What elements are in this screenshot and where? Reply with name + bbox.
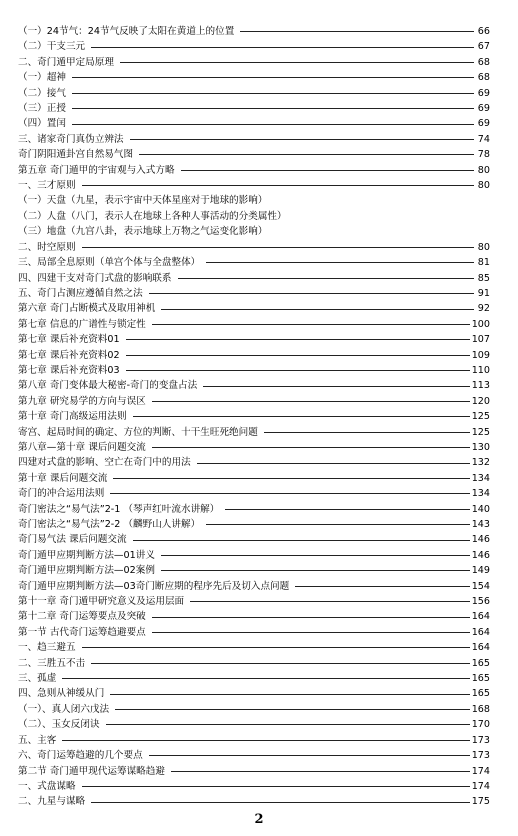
toc-entry-title: 第七章 课后补充资料01 [18, 334, 120, 346]
toc-entry[interactable] [18, 471, 490, 486]
toc-entry[interactable] [18, 55, 490, 70]
toc-entry[interactable] [18, 193, 490, 208]
toc-entry[interactable] [18, 686, 490, 701]
toc-entry-page: 173 [471, 734, 490, 746]
dot-leader [110, 493, 469, 494]
toc-entry[interactable] [18, 394, 490, 409]
toc-entry-page: 146 [471, 534, 490, 546]
toc-entry-title: 第七章 课后补充资料03 [18, 364, 120, 376]
toc-entry[interactable] [18, 563, 490, 578]
toc-entry[interactable] [18, 24, 490, 39]
toc-entry-title: （一）天盘（九星，表示宇宙中天体星座对于地球的影响） [18, 195, 268, 207]
toc-entry-title: 一、三才原则 [18, 180, 76, 192]
dot-leader [91, 802, 470, 803]
toc-entry-page: 165 [471, 673, 490, 685]
toc-entry-title: 第十章 奇门高级运用法则 [18, 411, 127, 423]
toc-entry-title: 第二节 奇门遁甲现代运筹谋略趋避 [18, 765, 165, 777]
toc-entry-title: 奇门遁甲应期判断方法—02案例 [18, 565, 155, 577]
toc-entry-page: 113 [471, 380, 490, 392]
toc-entry-title: 寄宫、起局时间的确定、方位的判断、十干生旺死绝问题 [18, 426, 258, 438]
toc-entry-title: （二）、玉女反闭诀 [18, 719, 100, 731]
toc-entry[interactable] [18, 532, 490, 547]
toc-entry-page: 69 [477, 118, 490, 130]
dot-leader [82, 185, 474, 186]
toc-entry[interactable] [18, 609, 490, 624]
toc-entry-page: 80 [477, 164, 490, 176]
toc-entry[interactable] [18, 224, 490, 239]
toc-entry-page: 109 [471, 349, 490, 361]
dot-leader [197, 463, 470, 464]
dot-leader [133, 540, 470, 541]
toc-entry-title: 三、诸家奇门真伪立辨法 [18, 133, 124, 145]
dot-leader [106, 724, 470, 725]
toc-entry[interactable] [18, 70, 490, 85]
toc-entry-title: 奇门阴阳遁卦宫自然易气图 [18, 149, 134, 161]
toc-entry[interactable] [18, 425, 490, 440]
toc-entry-page: 69 [477, 87, 490, 99]
toc-entry[interactable] [18, 317, 490, 332]
dot-leader [62, 740, 469, 741]
toc-entry[interactable] [18, 733, 490, 748]
toc-entry-title: 五、奇门占测应遵循自然之法 [18, 287, 143, 299]
toc-entry[interactable] [18, 363, 490, 378]
toc-entry-page: 91 [477, 287, 490, 299]
toc-entry-title: 四、急则从神缓从门 [18, 688, 105, 700]
toc-entry-title: 第五章 奇门遁甲的宇宙观与入式方略 [18, 164, 175, 176]
dot-leader [115, 709, 470, 710]
toc-entry-page: 69 [477, 103, 490, 115]
toc-entry-page: 85 [477, 272, 490, 284]
toc-entry-page: 154 [471, 580, 490, 592]
toc-entry-title: 第八章—第十章 课后问题交流 [18, 441, 146, 453]
toc-entry[interactable] [18, 594, 490, 609]
dot-leader [113, 478, 469, 479]
toc-entry-title: （一）24节气：24节气反映了太阳在黄道上的位置 [18, 26, 235, 37]
toc-entry[interactable] [18, 240, 490, 255]
toc-entry-page: 149 [471, 565, 490, 577]
toc-entry-title: （二）干支三元 [18, 41, 86, 53]
toc-entry-title: 第九章 研究易学的方向与误区 [18, 395, 146, 407]
toc-entry-page: 80 [477, 180, 490, 192]
toc-entry[interactable] [18, 764, 490, 779]
dot-leader [203, 386, 469, 387]
toc-entry-page: 120 [471, 395, 490, 407]
dot-leader [152, 447, 470, 448]
dot-leader [82, 786, 470, 787]
toc-entry-page: 81 [477, 257, 490, 269]
dot-leader [126, 355, 470, 356]
toc-entry-page: 134 [471, 488, 490, 500]
dot-leader [149, 755, 470, 756]
toc-entry-page: 67 [477, 41, 490, 53]
dot-leader [178, 278, 475, 279]
dot-leader [171, 771, 470, 772]
dot-leader [120, 62, 474, 63]
toc-entry[interactable] [18, 209, 490, 224]
toc-entry[interactable] [18, 455, 490, 470]
dot-leader [72, 93, 474, 94]
toc-entry-title: 四、四建干支对奇门式盘的影响联系 [18, 272, 172, 284]
toc-entry[interactable] [18, 163, 490, 178]
toc-entry-page: 156 [471, 596, 490, 608]
toc-entry[interactable] [18, 147, 490, 162]
toc-entry-page: 92 [477, 303, 490, 315]
dot-leader [240, 31, 474, 32]
toc-entry-page: 170 [471, 719, 490, 731]
toc-entry[interactable] [18, 332, 490, 347]
toc-entry-page: 134 [471, 472, 490, 484]
toc-entry[interactable] [18, 348, 490, 363]
dot-leader [72, 124, 474, 125]
dot-leader [295, 586, 469, 587]
toc-entry-title: 第六章 奇门占断模式及取用神机 [18, 303, 156, 315]
toc-entry[interactable] [18, 702, 490, 717]
toc-entry-page: 164 [471, 626, 490, 638]
toc-entry-page: 78 [477, 149, 490, 161]
toc-entry-page: 125 [471, 411, 490, 423]
toc-entry-title: 二、九星与谋略 [18, 796, 86, 808]
dot-leader [152, 401, 470, 402]
toc-entry[interactable] [18, 378, 490, 393]
toc-entry-title: 奇门遁甲应期判断方法—01讲义 [18, 549, 155, 561]
dot-leader [152, 632, 470, 633]
toc-entry-title: 二、奇门遁甲定局原理 [18, 56, 114, 68]
toc-entry[interactable] [18, 132, 490, 147]
toc-entry-title: （三）地盘（九宫八卦，表示地球上万物之气运变化影响） [18, 226, 268, 238]
toc-entry-title: 一、式盘谋略 [18, 780, 76, 792]
dot-leader [225, 509, 469, 510]
toc-entry-title: 三、孤虚 [18, 673, 57, 685]
toc-entry-title: 四建对式盘的影响、空亡在奇门中的用法 [18, 457, 191, 469]
dot-leader [82, 247, 474, 248]
toc-entry-title: （三）正授 [18, 103, 66, 115]
dot-leader [110, 694, 469, 695]
toc-entry-page: 175 [471, 796, 490, 808]
toc-entry[interactable] [18, 502, 490, 517]
toc-entry-title: 第十二章 奇门运筹要点及突破 [18, 611, 146, 623]
toc-entry-title: 二、时空原则 [18, 241, 76, 253]
toc-entry-page: 80 [477, 241, 490, 253]
toc-entry-title: 第七章 信息的广谱性与锁定性 [18, 318, 146, 330]
toc-entry-page: 146 [471, 549, 490, 561]
toc-entry-title: （一）超神 [18, 72, 66, 84]
toc-entry[interactable] [18, 625, 490, 640]
dot-leader [130, 139, 474, 140]
toc-entry[interactable] [18, 579, 490, 594]
dot-leader [126, 339, 470, 340]
dot-leader [72, 108, 474, 109]
toc-entry-page: 173 [471, 750, 490, 762]
dot-leader [161, 555, 470, 556]
toc-entry[interactable] [18, 409, 490, 424]
toc-entry-title: 奇门密法之“易气法”2-2 （麟野山人讲解） [18, 519, 201, 530]
page-number: 2 [254, 812, 264, 827]
dot-leader [126, 370, 470, 371]
dot-leader [149, 293, 474, 294]
dot-leader [91, 47, 474, 48]
toc-entry-page: 68 [477, 72, 490, 84]
toc-entry-page: 165 [471, 657, 490, 669]
toc-entry-title: 第一节 古代奇门运筹趋避要点 [18, 626, 146, 638]
toc-entry[interactable] [18, 271, 490, 286]
toc-entry-title: 三、局部全息原则（单宫个体与全盘整体） [18, 257, 201, 269]
table-of-contents [18, 24, 490, 810]
toc-entry-page: 174 [471, 780, 490, 792]
toc-entry-page: 74 [477, 133, 490, 145]
dot-leader [139, 154, 474, 155]
toc-entry[interactable] [18, 178, 490, 193]
toc-entry[interactable] [18, 517, 490, 532]
toc-entry-title: 一、趋三避五 [18, 642, 76, 654]
toc-entry-title: 第八章 奇门变体最大秘密-奇门的变盘占法 [18, 380, 198, 392]
toc-entry[interactable] [18, 717, 490, 732]
toc-entry-title: 奇门遁甲应期判断方法—03奇门断应期的程序先后及切入点问题 [18, 580, 290, 592]
toc-entry[interactable] [18, 794, 490, 809]
toc-entry-page: 164 [471, 611, 490, 623]
dot-leader [190, 601, 470, 602]
toc-entry-page: 132 [471, 457, 490, 469]
toc-entry-title: 奇门密法之“易气法”2-1 （琴声红叶流水讲解） [18, 503, 220, 515]
toc-entry[interactable] [18, 39, 490, 54]
toc-entry-page: 100 [471, 318, 490, 330]
toc-entry-page: 110 [471, 364, 490, 376]
toc-entry[interactable] [18, 440, 490, 455]
toc-entry-page: 164 [471, 642, 490, 654]
toc-entry[interactable] [18, 779, 490, 794]
toc-entry[interactable] [18, 671, 490, 686]
toc-entry[interactable] [18, 116, 490, 131]
dot-leader [152, 324, 470, 325]
toc-entry-page: 140 [471, 503, 490, 515]
toc-entry-title: 第七章 课后补充资料02 [18, 349, 120, 361]
toc-entry-page: 125 [471, 426, 490, 438]
dot-leader [62, 678, 469, 679]
toc-entry-title: （四）置闰 [18, 118, 66, 130]
toc-entry-page: 66 [477, 26, 490, 37]
dot-leader [206, 524, 470, 525]
toc-entry-title: （二）人盘（八门，表示人在地球上各种人事活动的分类属性） [18, 210, 287, 222]
toc-entry[interactable] [18, 656, 490, 671]
toc-entry-title: 六、奇门运筹趋避的几个要点 [18, 750, 143, 762]
dot-leader [133, 416, 470, 417]
toc-entry-page: 130 [471, 441, 490, 453]
toc-entry[interactable] [18, 748, 490, 763]
toc-entry-page: 174 [471, 765, 490, 777]
toc-entry[interactable] [18, 640, 490, 655]
dot-leader [161, 309, 474, 310]
toc-entry-title: （二）接气 [18, 87, 66, 99]
toc-entry-page: 68 [477, 56, 490, 68]
toc-entry-title: 五、主客 [18, 734, 57, 746]
toc-entry-page: 168 [471, 703, 490, 715]
toc-entry-title: 奇门的冲合运用法则 [18, 488, 105, 500]
toc-entry-page: 165 [471, 688, 490, 700]
dot-leader [161, 570, 470, 571]
toc-entry[interactable] [18, 286, 490, 301]
toc-entry[interactable] [18, 548, 490, 563]
dot-leader [72, 77, 474, 78]
dot-leader [264, 432, 470, 433]
toc-entry-title: 第十章 课后问题交流 [18, 472, 108, 484]
toc-entry[interactable] [18, 255, 490, 270]
toc-entry[interactable] [18, 301, 490, 316]
toc-entry-page: 107 [471, 334, 490, 346]
toc-entry-title: （一）、真人闭六戊法 [18, 703, 110, 715]
toc-entry-title: 第十一章 奇门遁甲研究意义及运用层面 [18, 596, 185, 608]
dot-leader [181, 170, 474, 171]
toc-entry-page: 143 [471, 519, 490, 530]
dot-leader [152, 617, 470, 618]
dot-leader [91, 663, 470, 664]
toc-entry[interactable] [18, 86, 490, 101]
dot-leader [206, 262, 474, 263]
toc-entry-title: 奇门易气法 课后问题交流 [18, 534, 127, 546]
dot-leader [82, 647, 470, 648]
toc-entry-title: 二、三胜五不击 [18, 657, 86, 669]
toc-entry[interactable] [18, 101, 490, 116]
toc-entry[interactable] [18, 486, 490, 501]
